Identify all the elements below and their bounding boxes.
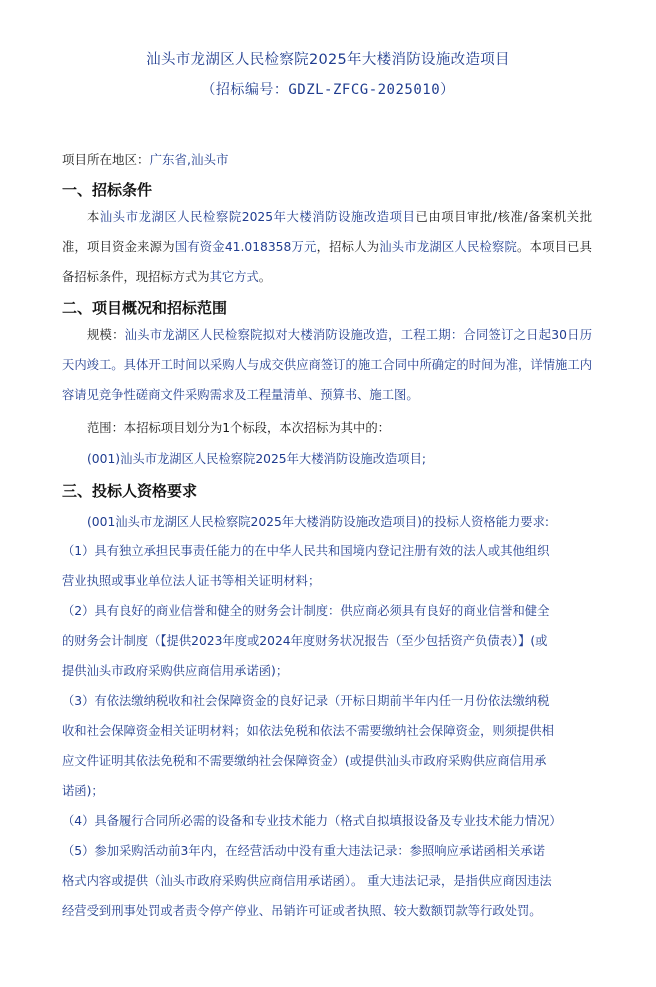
tenderer-name: 汕头市龙湖区人民检察院 — [379, 240, 518, 254]
region-label: 项目所在地区： — [62, 152, 150, 167]
requirement-5-line-2: 格式内容或提供（汕头市政府采购供应商信用承诺函）。 重大违法记录，是指供应商因违法 — [62, 874, 552, 888]
requirement-2-line-1: （2）具有良好的商业信誉和健全的财务会计制度：供应商必须具有良好的商业信誉和健全 — [62, 604, 550, 618]
project-region — [62, 150, 229, 168]
requirement-1-line-1: （1）具有独立承担民事责任能力的在中华人民共和国境内登记注册有效的法人或其他组织 — [62, 544, 550, 558]
requirement-2-line-2: 的财务会计制度（【提供2023年度或2024年度财务状况报告（至少包括资产负债表）】(或 — [62, 634, 548, 648]
requirement-3-line-1: （3）有依法缴纳税收和社会保障资金的良好记录（开标日期前半年内任一月份依法缴纳税 — [62, 694, 550, 708]
project-name: 汕头市龙湖区人民检察院2025年大楼消防设施改造项目 — [99, 210, 416, 224]
bid-number: （招标编号：GDZL-ZFCG-2025010） — [201, 82, 455, 98]
project-scale-paragraph — [62, 320, 592, 410]
requirement-1-line-2: 营业执照或事业单位法人证书等相关证明材料； — [62, 574, 321, 588]
text-run: 本 — [87, 210, 100, 224]
requirement-5-line-1: （5）参加采购活动前3年内，在经营活动中没有重大违法记录：参照响应承诺函相关承诺 — [62, 844, 545, 858]
procurement-method: 其它方式 — [209, 270, 259, 284]
section-heading-qualifications: 三、投标人资格要求 — [62, 482, 198, 500]
text-run: 。 — [258, 270, 272, 284]
section-heading-bidding-conditions: 一、招标条件 — [62, 181, 153, 199]
text-run: 已由项目审批/核准/备案机关批准，项目资金来源为 — [62, 210, 592, 254]
section-heading-overview-scope: 二、项目概况和招标范围 — [62, 299, 228, 317]
qualification-intro: (001汕头市龙湖区人民检察院2025年大楼消防设施改造项目)的投标人资格能力要求: — [87, 515, 550, 529]
scale-label: 规模： — [87, 328, 125, 342]
fund-source: 国有资金41.018358万元 — [174, 240, 317, 254]
scale-text: 汕头市龙湖区人民检察院拟对大楼消防设施改造，工程工期：合同签订之日起30日历天内竣工。具体开工时间以采购人与成交供应商签订的施工合同中所确定的时间为准，详情施工内容请见竞争性磋商文件采购需求及工程量清单、预算书、施工图。 — [62, 328, 592, 402]
lot-line: (001)汕头市龙湖区人民检察院2025年大楼消防设施改造项目; — [87, 452, 427, 466]
region-value: 广东省,汕头市 — [149, 152, 229, 167]
bidding-conditions-paragraph — [62, 202, 592, 292]
requirement-4-line-1: （4）具备履行合同所必需的设备和专业技术能力（格式自拟填报设备及专业技术能力情况） — [62, 814, 562, 828]
scope-line: 范围：本招标项目划分为1个标段，本次招标为其中的： — [87, 421, 390, 435]
requirement-5-line-3: 经营受到刑事处罚或者责令停产停业、吊销许可证或者执照、较大数额罚款等行政处罚。 — [62, 904, 542, 918]
requirement-3-line-4: 诺函)； — [62, 784, 104, 798]
requirement-3-line-2: 收和社会保障资金相关证明材料；如依法免税和依法不需要缴纳社会保障资金，则须提供相 — [62, 724, 554, 738]
requirement-3-line-3: 应文件证明其依法免税和不需要缴纳社会保障资金）(或提供汕头市政府采购供应商信用承 — [62, 754, 547, 768]
text-run: ，招标人为 — [316, 240, 380, 254]
text-run: 。本项目已具备招标条件，现招标方式为 — [62, 240, 592, 284]
requirement-2-line-3: 提供汕头市政府采购供应商信用承诺函)； — [62, 664, 289, 678]
document-title: 汕头市龙湖区人民检察院2025年大楼消防设施改造项目 — [146, 52, 510, 68]
